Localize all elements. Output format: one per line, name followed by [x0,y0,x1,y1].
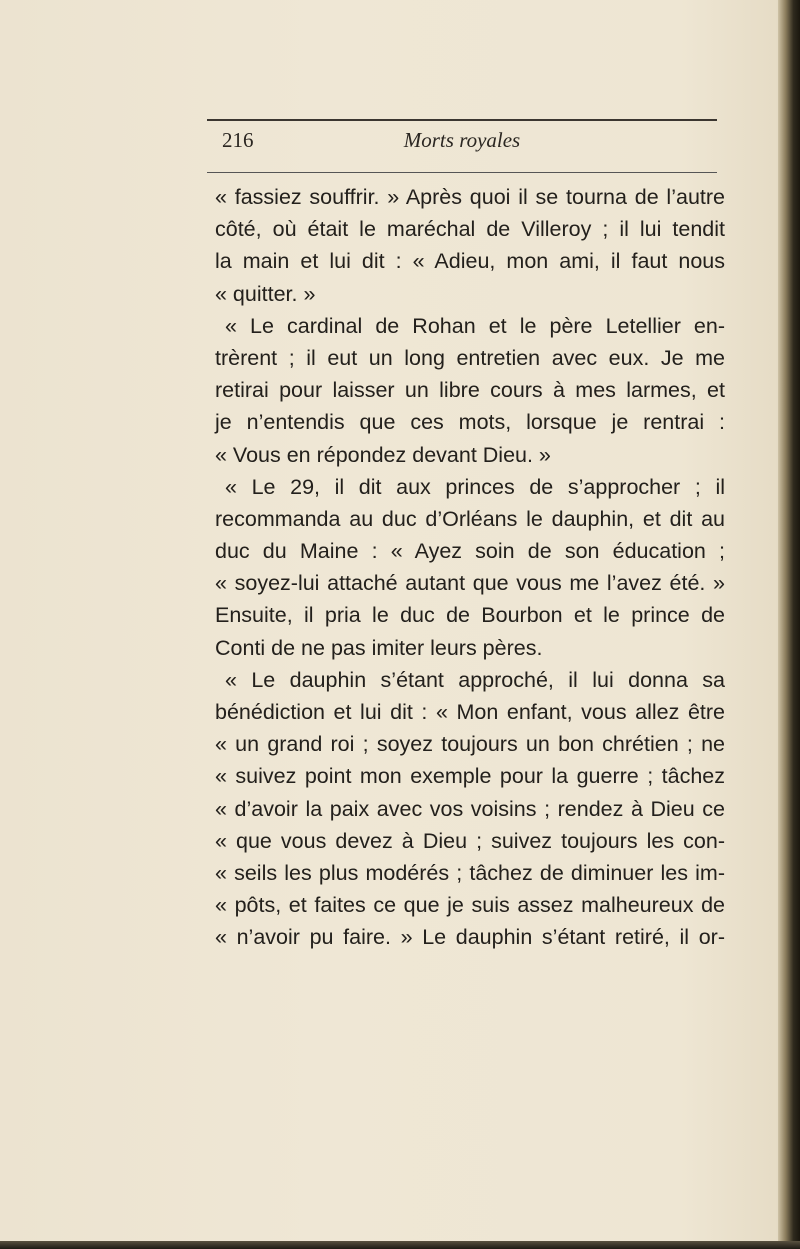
text-line: « Le 29, il dit aux princes de s’approcher ; il [225,474,725,499]
text-line: « n’avoir pu faire. » Le dauphin s’étant retiré, il or- [215,925,725,950]
page-edge-right [778,0,800,1249]
text-line: bénédiction et lui dit : « Mon enfant, vous allez être [215,700,725,724]
text-line: « un grand roi ; soyez toujours un bon chrétien ; ne [215,732,725,757]
text-line: je n’entendis que ces mots, lorsque je rentrai : [215,410,725,435]
running-header [207,128,717,162]
page-edge-bottom [0,1241,800,1249]
text-line: « fassiez souffrir. » Après quoi il se tourna de l’autre [215,185,725,209]
text-line: « pôts, et faites ce que je suis assez malheureux de [215,893,725,918]
text-line: Conti de ne pas imiter leurs pères. [215,635,543,660]
text-line: « seils les plus modérés ; tâchez de diminuer les im- [215,860,725,885]
text-line: « que vous devez à Dieu ; suivez toujours les con- [215,828,725,853]
text-line: « quitter. » [215,281,316,306]
text-line: côté, où était le maréchal de Villeroy ; il lui tendit [215,217,725,242]
text-line: retirai pour laisser un libre cours à mes larmes, et [215,378,725,403]
page-number: 216 [222,128,254,152]
text-line: « d’avoir la paix avec vos voisins ; rendez à Dieu ce [215,796,725,821]
text-line: duc du Maine : « Ayez soin de son éducation ; [215,539,725,564]
running-title: Morts royales [403,128,521,152]
text-line: « Le dauphin s’étant approché, il lui donna sa [225,667,725,692]
text-line: la main et lui dit : « Adieu, mon ami, il faut nous [215,249,725,274]
text-line: « Le cardinal de Rohan et le père Letellier en- [225,313,725,338]
text-line: trèrent ; il eut un long entretien avec eux. Je me [215,345,725,370]
body-text [215,181,725,954]
text-line: recommanda au duc d’Orléans le dauphin, et dit au [215,506,725,531]
text-line: « suivez point mon exemple pour la guerre ; tâchez [215,764,725,789]
text-line: Ensuite, il pria le duc de Bourbon et le prince de [215,603,725,628]
header-rule-bottom [207,172,717,173]
text-line: « soyez-lui attaché autant que vous me l’avez été. » [215,571,725,596]
text-line: « Vous en répondez devant Dieu. » [215,442,551,467]
header-rule-top [207,119,717,121]
